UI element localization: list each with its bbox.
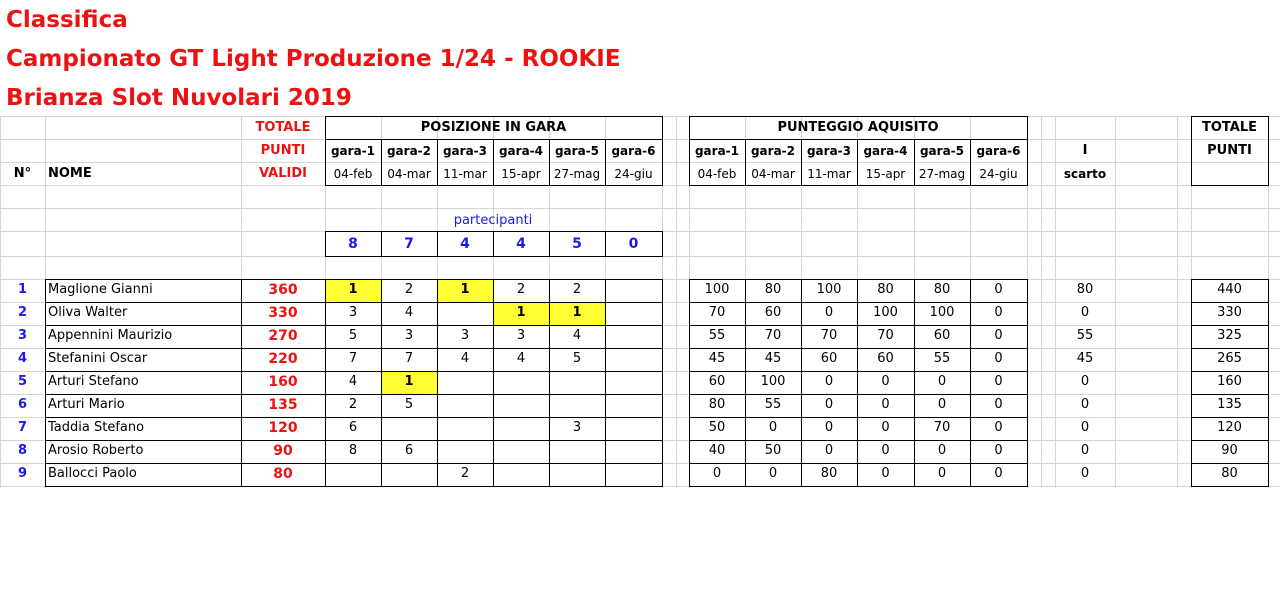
positions-border bbox=[381, 279, 382, 487]
race-position: 6 bbox=[348, 420, 358, 435]
race-points: 100 bbox=[760, 374, 786, 389]
positions-border bbox=[493, 279, 494, 487]
pos-race-date: 27-mag bbox=[553, 167, 601, 181]
participants-count: 5 bbox=[572, 236, 582, 252]
race-points: 55 bbox=[764, 397, 782, 412]
posizione-races-border bbox=[381, 139, 382, 186]
race-position: 4 bbox=[572, 328, 582, 343]
pos-race-name: gara-1 bbox=[330, 144, 376, 158]
race-position: 3 bbox=[572, 420, 582, 435]
participants-border bbox=[605, 231, 606, 257]
totale-right-border bbox=[1191, 279, 1192, 487]
punteggio-races-border bbox=[689, 139, 1028, 140]
race-points: 40 bbox=[708, 443, 726, 458]
punteggio-header-border bbox=[1027, 116, 1028, 140]
race-points: 50 bbox=[764, 443, 782, 458]
race-points: 0 bbox=[768, 466, 778, 481]
totale-right-border bbox=[1191, 440, 1269, 441]
grand-total: 90 bbox=[1221, 443, 1238, 458]
positions-border bbox=[325, 302, 663, 303]
pts-race-date: 24-giu bbox=[979, 167, 1018, 181]
points-border bbox=[689, 417, 1028, 418]
participants-border bbox=[381, 231, 382, 257]
header-punteggio-aquisito: PUNTEGGIO AQUISITO bbox=[777, 120, 939, 135]
positions-border bbox=[325, 325, 663, 326]
pts-race-name: gara-5 bbox=[919, 144, 965, 158]
race-points: 80 bbox=[708, 397, 726, 412]
race-position bbox=[437, 302, 493, 325]
race-position: 1 bbox=[549, 302, 605, 325]
discard-points: 0 bbox=[1080, 466, 1090, 481]
race-points: 0 bbox=[824, 420, 834, 435]
posizione-races-border bbox=[493, 139, 494, 186]
names-border bbox=[45, 463, 326, 464]
totale-right-border bbox=[1191, 348, 1269, 349]
race-position: 2 bbox=[572, 282, 582, 297]
names-border bbox=[45, 371, 326, 372]
race-position bbox=[493, 417, 549, 440]
positions-border bbox=[549, 279, 550, 487]
driver-name: Appennini Maurizio bbox=[48, 328, 173, 343]
race-position: 1 bbox=[381, 371, 437, 394]
participants-count: 8 bbox=[348, 236, 358, 252]
posizione-header-border bbox=[325, 116, 326, 140]
posizione-races-border bbox=[325, 185, 663, 186]
discard-points: 55 bbox=[1076, 328, 1094, 343]
names-border bbox=[45, 279, 326, 280]
names-border bbox=[45, 440, 326, 441]
header-totale: TOTALE bbox=[255, 120, 311, 135]
pts-race-name: gara-4 bbox=[863, 144, 908, 158]
race-position bbox=[605, 302, 662, 325]
grand-total: 80 bbox=[1221, 466, 1238, 481]
row-number: 2 bbox=[17, 305, 28, 320]
discard-points: 0 bbox=[1080, 374, 1090, 389]
points-border bbox=[689, 279, 1028, 280]
header-posizione-in-gara: POSIZIONE IN GARA bbox=[420, 120, 567, 135]
row-number: 6 bbox=[17, 397, 28, 412]
points-border bbox=[689, 440, 1028, 441]
race-points: 50 bbox=[708, 420, 726, 435]
totale-right-header-border bbox=[1191, 116, 1192, 186]
names-border bbox=[45, 417, 326, 418]
points-border bbox=[689, 371, 1028, 372]
race-points: 70 bbox=[764, 328, 782, 343]
race-points: 60 bbox=[820, 351, 838, 366]
names-border bbox=[45, 279, 46, 487]
race-points: 0 bbox=[712, 466, 722, 481]
punteggio-header-border bbox=[689, 116, 690, 140]
race-position bbox=[605, 348, 662, 371]
punteggio-races-border bbox=[970, 139, 971, 186]
race-position: 3 bbox=[460, 328, 470, 343]
race-points: 45 bbox=[764, 351, 782, 366]
posizione-header-border bbox=[662, 116, 663, 140]
positions-border bbox=[325, 394, 663, 395]
race-position bbox=[605, 371, 662, 394]
posizione-races-border bbox=[549, 139, 550, 186]
points-border bbox=[689, 279, 690, 487]
participants-count: 0 bbox=[628, 236, 639, 252]
total-valid-points: 160 bbox=[268, 374, 298, 390]
totale-right-border bbox=[1191, 394, 1269, 395]
totale-right-border bbox=[1191, 486, 1269, 487]
posizione-races-border bbox=[437, 139, 438, 186]
participants-border bbox=[493, 231, 494, 257]
pts-race-date: 15-apr bbox=[865, 167, 906, 181]
punteggio-races-border bbox=[1027, 139, 1028, 186]
pts-race-date: 27-mag bbox=[918, 167, 966, 181]
race-position bbox=[605, 463, 662, 486]
race-position: 7 bbox=[404, 351, 414, 366]
pts-race-date: 11-mar bbox=[807, 167, 851, 181]
event-title: Brianza Slot Nuvolari 2019 bbox=[6, 85, 352, 111]
race-points: 80 bbox=[820, 466, 838, 481]
pos-race-date: 11-mar bbox=[443, 167, 487, 181]
race-points: 100 bbox=[929, 305, 955, 320]
points-border bbox=[801, 279, 802, 487]
punteggio-races-border bbox=[857, 139, 858, 186]
pts-race-name: gara-3 bbox=[806, 144, 852, 158]
race-position: 3 bbox=[348, 305, 358, 320]
points-border bbox=[1027, 279, 1028, 487]
totale-right-border bbox=[1191, 325, 1269, 326]
participants-border bbox=[662, 231, 663, 257]
punteggio-races-border bbox=[801, 139, 802, 186]
race-position: 4 bbox=[404, 305, 414, 320]
race-position bbox=[605, 440, 662, 463]
total-valid-points: 270 bbox=[268, 328, 298, 344]
race-points: 60 bbox=[764, 305, 782, 320]
pos-race-name: gara-3 bbox=[442, 144, 488, 158]
participants-border bbox=[549, 231, 550, 257]
race-position: 1 bbox=[493, 302, 549, 325]
punteggio-races-border bbox=[914, 139, 915, 186]
pos-race-date: 04-mar bbox=[387, 167, 431, 181]
discard-points: 0 bbox=[1080, 305, 1090, 320]
race-points: 0 bbox=[994, 305, 1003, 320]
race-points: 0 bbox=[824, 443, 834, 458]
row-number: 1 bbox=[17, 282, 28, 297]
total-valid-points: 80 bbox=[273, 466, 293, 482]
discard-points: 0 bbox=[1080, 443, 1090, 458]
race-points: 0 bbox=[824, 305, 834, 320]
race-position: 2 bbox=[516, 282, 526, 297]
race-position: 3 bbox=[516, 328, 526, 343]
race-position bbox=[325, 463, 381, 486]
pos-race-name: gara-4 bbox=[498, 144, 544, 158]
race-points: 80 bbox=[764, 282, 782, 297]
points-border bbox=[689, 394, 1028, 395]
totale-right-border bbox=[1191, 279, 1269, 280]
discard-points: 0 bbox=[1080, 397, 1090, 412]
race-position: 4 bbox=[516, 351, 526, 366]
grand-total: 265 bbox=[1217, 351, 1242, 366]
total-valid-points: 135 bbox=[268, 397, 298, 413]
row-number: 4 bbox=[17, 351, 28, 366]
positions-border bbox=[325, 348, 663, 349]
race-position: 1 bbox=[325, 279, 381, 302]
grand-total: 440 bbox=[1217, 282, 1242, 297]
discard-points: 0 bbox=[1080, 420, 1090, 435]
pos-race-name: gara-5 bbox=[554, 144, 600, 158]
totale-right-border bbox=[1191, 417, 1269, 418]
race-points: 100 bbox=[873, 305, 898, 320]
positions-border bbox=[325, 463, 663, 464]
race-points: 55 bbox=[933, 351, 951, 366]
race-position bbox=[437, 394, 493, 417]
positions-border bbox=[662, 279, 663, 487]
pos-race-date: 15-apr bbox=[501, 167, 541, 181]
race-points: 100 bbox=[704, 282, 730, 297]
race-position bbox=[605, 394, 662, 417]
header-nome: NOME bbox=[48, 166, 92, 181]
race-position: 5 bbox=[572, 351, 582, 366]
positions-border bbox=[325, 279, 663, 280]
race-position: 2 bbox=[460, 466, 470, 481]
race-position: 4 bbox=[460, 351, 470, 366]
race-points: 0 bbox=[994, 328, 1003, 343]
race-points: 0 bbox=[881, 420, 890, 435]
pts-race-date: 04-mar bbox=[751, 167, 795, 181]
championship-title: Campionato GT Light Produzione 1/24 - ROOKIE bbox=[6, 46, 621, 72]
header-scarto-top: I bbox=[1082, 143, 1088, 158]
driver-name: Arturi Mario bbox=[48, 397, 125, 412]
positions-border bbox=[437, 279, 438, 487]
grand-total: 135 bbox=[1217, 397, 1242, 412]
names-border bbox=[241, 279, 242, 487]
participants-count: 4 bbox=[460, 236, 470, 252]
totale-right-header-border bbox=[1268, 116, 1269, 186]
driver-name: Maglione Gianni bbox=[48, 282, 153, 297]
race-points: 0 bbox=[937, 443, 947, 458]
race-points: 0 bbox=[937, 374, 947, 389]
race-points: 60 bbox=[708, 374, 726, 389]
race-position: 8 bbox=[348, 443, 358, 458]
race-position bbox=[605, 417, 662, 440]
totale-right-border bbox=[1191, 302, 1269, 303]
totale-right-header-border bbox=[1191, 116, 1269, 117]
race-points: 0 bbox=[994, 374, 1003, 389]
totale-right-border bbox=[1191, 371, 1269, 372]
discard-points: 80 bbox=[1076, 282, 1094, 297]
positions-border bbox=[325, 371, 663, 372]
race-points: 70 bbox=[933, 420, 951, 435]
names-border bbox=[45, 325, 326, 326]
race-points: 0 bbox=[994, 443, 1003, 458]
race-points: 60 bbox=[933, 328, 951, 343]
race-points: 0 bbox=[937, 397, 947, 412]
pos-race-name: gara-2 bbox=[386, 144, 432, 158]
grand-total: 330 bbox=[1217, 305, 1242, 320]
names-border bbox=[45, 302, 326, 303]
race-position: 5 bbox=[348, 328, 358, 343]
punteggio-header-border bbox=[689, 116, 1028, 117]
race-position: 4 bbox=[348, 374, 358, 389]
header-totale-right: TOTALE bbox=[1201, 120, 1257, 135]
total-valid-points: 360 bbox=[268, 282, 298, 298]
points-border bbox=[857, 279, 858, 487]
participants-border bbox=[325, 256, 663, 257]
driver-name: Oliva Walter bbox=[48, 305, 128, 320]
header-scarto: scarto bbox=[1063, 167, 1107, 181]
participants-label: partecipanti bbox=[453, 213, 533, 228]
positions-border bbox=[325, 417, 663, 418]
race-position: 2 bbox=[404, 282, 414, 297]
race-position bbox=[493, 440, 549, 463]
pos-race-date: 24-giu bbox=[614, 167, 653, 181]
participants-border bbox=[437, 231, 438, 257]
participants-count: 7 bbox=[404, 236, 414, 252]
grand-total: 325 bbox=[1217, 328, 1242, 343]
row-number: 5 bbox=[17, 374, 28, 389]
race-points: 80 bbox=[877, 282, 894, 297]
pos-race-name: gara-6 bbox=[611, 144, 656, 158]
race-points: 0 bbox=[994, 420, 1003, 435]
pts-race-name: gara-6 bbox=[976, 144, 1021, 158]
points-border bbox=[689, 325, 1028, 326]
driver-name: Ballocci Paolo bbox=[48, 466, 137, 481]
race-position bbox=[381, 463, 437, 486]
grid-hline bbox=[0, 208, 1280, 209]
race-points: 0 bbox=[994, 397, 1003, 412]
totale-right-border bbox=[1268, 279, 1269, 487]
race-points: 70 bbox=[877, 328, 894, 343]
race-position bbox=[549, 440, 605, 463]
race-points: 0 bbox=[824, 397, 834, 412]
posizione-races-border bbox=[662, 139, 663, 186]
names-border bbox=[45, 486, 326, 487]
race-position: 6 bbox=[404, 443, 414, 458]
race-points: 0 bbox=[824, 374, 834, 389]
posizione-header-border bbox=[325, 116, 663, 117]
pts-race-name: gara-1 bbox=[694, 144, 740, 158]
participants-border bbox=[325, 231, 663, 232]
total-valid-points: 220 bbox=[268, 351, 298, 367]
race-points: 55 bbox=[708, 328, 726, 343]
points-border bbox=[689, 463, 1028, 464]
driver-name: Taddia Stefano bbox=[48, 420, 145, 435]
posizione-races-border bbox=[605, 139, 606, 186]
race-position bbox=[549, 371, 605, 394]
race-points: 0 bbox=[937, 466, 947, 481]
race-position: 2 bbox=[348, 397, 358, 412]
points-border bbox=[689, 302, 1028, 303]
names-border bbox=[45, 348, 326, 349]
race-position: 5 bbox=[404, 397, 414, 412]
row-number: 7 bbox=[17, 420, 28, 435]
race-position: 1 bbox=[437, 279, 493, 302]
posizione-races-border bbox=[325, 139, 326, 186]
race-points: 0 bbox=[881, 397, 890, 412]
pts-race-name: gara-2 bbox=[750, 144, 796, 158]
punteggio-races-border bbox=[689, 185, 1028, 186]
row-number: 8 bbox=[17, 443, 28, 458]
positions-border bbox=[325, 440, 663, 441]
grand-total: 160 bbox=[1217, 374, 1242, 389]
race-position bbox=[437, 417, 493, 440]
totale-right-border bbox=[1191, 463, 1269, 464]
positions-border bbox=[605, 279, 606, 487]
sheet-title: Classifica bbox=[6, 7, 128, 33]
pts-race-date: 04-feb bbox=[697, 167, 737, 181]
points-border bbox=[970, 279, 971, 487]
total-valid-points: 330 bbox=[268, 305, 298, 321]
row-number: 9 bbox=[17, 466, 28, 481]
race-position bbox=[493, 371, 549, 394]
race-points: 0 bbox=[881, 443, 890, 458]
race-points: 0 bbox=[881, 374, 890, 389]
total-valid-points: 120 bbox=[268, 420, 298, 436]
race-points: 70 bbox=[708, 305, 726, 320]
race-position bbox=[549, 463, 605, 486]
race-points: 70 bbox=[820, 328, 838, 343]
punteggio-races-border bbox=[745, 139, 746, 186]
header-number: N° bbox=[13, 166, 32, 181]
pos-race-date: 04-feb bbox=[333, 167, 373, 181]
header-punti-right: PUNTI bbox=[1207, 143, 1252, 158]
points-border bbox=[689, 348, 1028, 349]
driver-name: Stefanini Oscar bbox=[48, 351, 148, 366]
race-points: 0 bbox=[994, 282, 1003, 297]
race-position bbox=[437, 440, 493, 463]
row-number: 3 bbox=[17, 328, 28, 343]
positions-border bbox=[325, 279, 326, 487]
points-border bbox=[745, 279, 746, 487]
race-position bbox=[381, 417, 437, 440]
race-position bbox=[493, 394, 549, 417]
race-points: 80 bbox=[933, 282, 951, 297]
race-points: 0 bbox=[994, 466, 1003, 481]
driver-name: Arturi Stefano bbox=[48, 374, 139, 389]
discard-points: 45 bbox=[1076, 351, 1094, 366]
race-position bbox=[549, 394, 605, 417]
race-points: 100 bbox=[816, 282, 842, 297]
total-valid-points: 90 bbox=[273, 443, 293, 459]
totale-right-header-border bbox=[1191, 185, 1269, 186]
race-points: 0 bbox=[768, 420, 778, 435]
race-points: 0 bbox=[994, 351, 1003, 366]
race-position bbox=[493, 463, 549, 486]
driver-name: Arosio Roberto bbox=[48, 443, 144, 458]
race-position bbox=[605, 325, 662, 348]
participants-border bbox=[325, 231, 326, 257]
race-position bbox=[605, 279, 662, 302]
header-validi: VALIDI bbox=[259, 166, 307, 181]
race-position: 3 bbox=[404, 328, 414, 343]
participants-count: 4 bbox=[516, 236, 526, 252]
race-points: 0 bbox=[881, 466, 890, 481]
grand-total: 120 bbox=[1217, 420, 1242, 435]
race-points: 45 bbox=[708, 351, 726, 366]
points-border bbox=[914, 279, 915, 487]
race-position: 7 bbox=[348, 351, 358, 366]
positions-border bbox=[325, 486, 663, 487]
race-points: 60 bbox=[877, 351, 894, 366]
points-border bbox=[689, 486, 1028, 487]
names-border bbox=[45, 394, 326, 395]
header-punti: PUNTI bbox=[260, 143, 306, 158]
punteggio-races-border bbox=[689, 139, 690, 186]
race-position bbox=[437, 371, 493, 394]
posizione-races-border bbox=[325, 139, 663, 140]
